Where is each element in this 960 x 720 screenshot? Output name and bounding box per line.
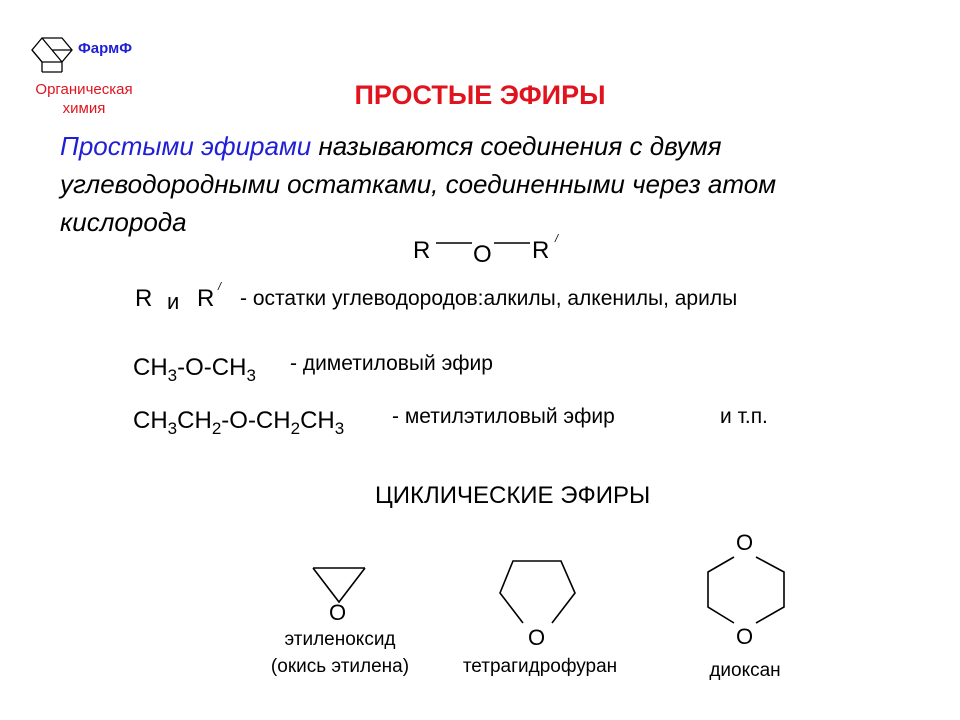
bond-line-right — [494, 240, 530, 246]
methylethyl-ether-formula — [133, 407, 344, 439]
dioxane-oxygen-bottom: O — [736, 624, 754, 649]
brand-logo-text: ФармФ — [78, 40, 133, 57]
residue-and: и — [167, 289, 180, 314]
general-formula — [413, 237, 430, 265]
dioxane-structure-icon — [700, 545, 800, 630]
ethylene-oxide-oxygen: O — [329, 600, 347, 625]
ethylene-oxide-name: этиленоксид — [284, 629, 396, 650]
dimethyl-ether-name: - диметиловый эфир — [290, 352, 493, 375]
ethylene-oxide-alt-name: (окись этилена) — [270, 656, 410, 677]
formula-part: CH — [133, 354, 168, 381]
general-formula-o: O — [473, 241, 492, 268]
dioxane-name: диоксан — [709, 660, 781, 681]
general-formula-r-prime: R — [532, 237, 550, 264]
tetrahydrofuran-oxygen: O — [528, 625, 546, 650]
methylethyl-ether-name: - метилэтиловый эфир — [392, 405, 615, 428]
residue-r-prime: R — [197, 285, 215, 312]
formula-part: -O-CH — [177, 354, 247, 381]
etc-label: и т.п. — [720, 405, 768, 428]
ethylene-oxide-structure-icon — [305, 560, 375, 605]
cyclic-ethers-title: ЦИКЛИЧЕСКИЕ ЭФИРЫ — [375, 482, 651, 509]
page-title: ПРОСТЫЕ ЭФИРЫ — [354, 80, 606, 110]
residue-prime-mark: / — [218, 281, 222, 293]
formula-part: CH — [177, 407, 212, 434]
residue-description: - остатки углеводородов:алкилы, алкенилы, арилы — [240, 287, 738, 310]
tetrahydrofuran-name: тетрагидрофуран — [462, 656, 618, 677]
formula-subscript: 3 — [334, 419, 345, 438]
formula-subscript: 3 — [246, 366, 256, 385]
formula-subscript: 2 — [211, 419, 222, 438]
dimethyl-ether-formula — [133, 354, 256, 386]
general-formula-prime-mark: / — [555, 233, 559, 245]
subject-label: Органическая химия — [35, 81, 133, 117]
formula-subscript: 3 — [167, 366, 178, 385]
general-formula-r: R — [413, 237, 431, 264]
bond-line-left — [436, 240, 472, 246]
formula-part: CH — [300, 407, 335, 434]
tetrahydrofuran-structure-icon — [495, 555, 585, 630]
formula-part: -O-CH — [221, 407, 291, 434]
adamantane-logo-icon — [28, 34, 76, 76]
formula-subscript: 2 — [290, 419, 301, 438]
definition-term: Простыми эфирами — [60, 131, 312, 161]
formula-subscript: 3 — [167, 419, 178, 438]
dioxane-oxygen-top: O — [736, 530, 754, 555]
residue-r: R — [135, 285, 153, 312]
formula-part: CH — [133, 407, 168, 434]
definition-text — [60, 127, 890, 241]
definition-body: называются соединения с двумя углеводородными остатками, соединенными через атом кислорода — [60, 131, 777, 237]
